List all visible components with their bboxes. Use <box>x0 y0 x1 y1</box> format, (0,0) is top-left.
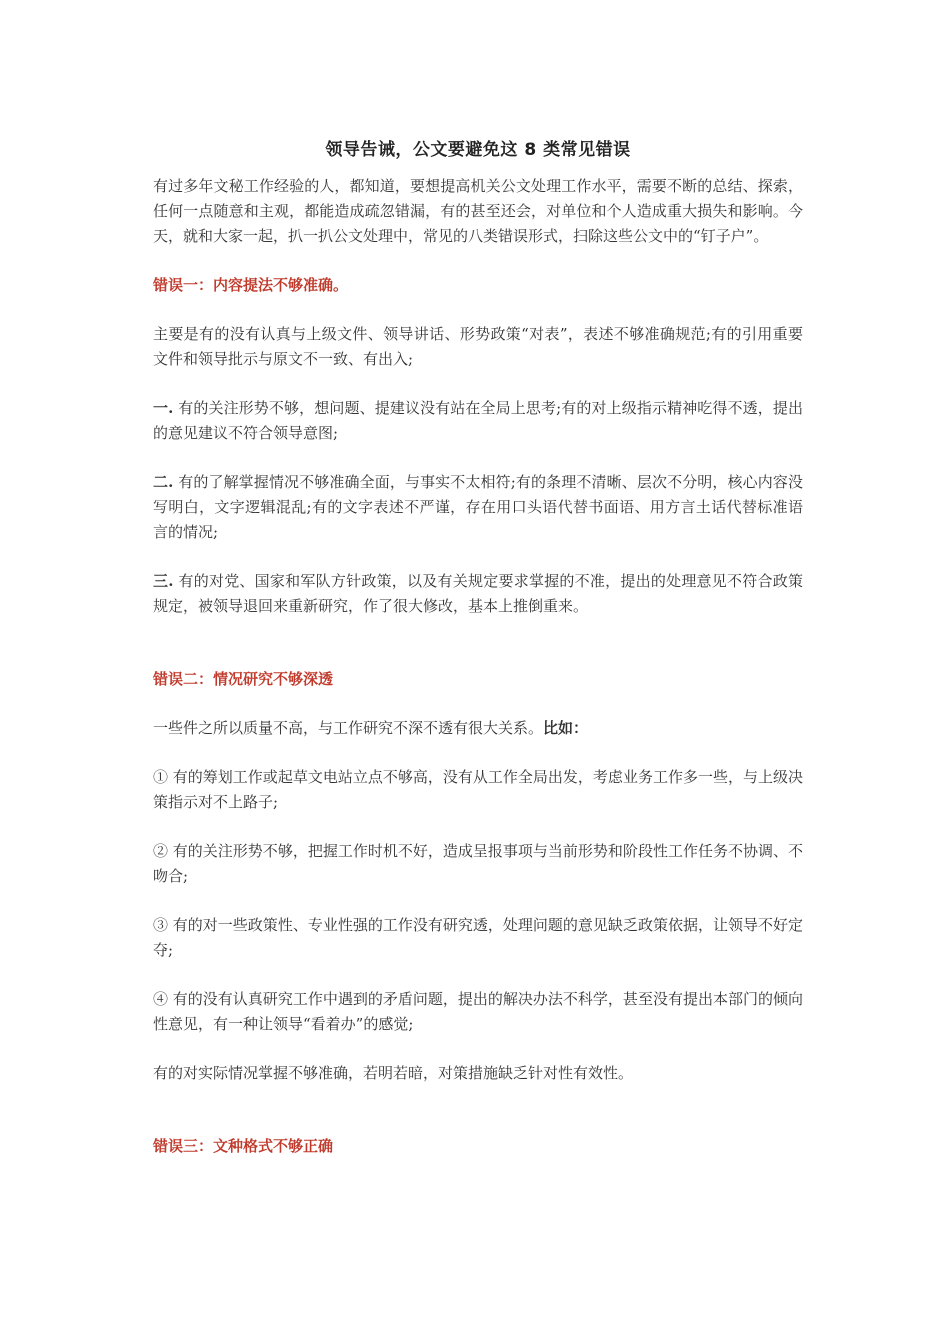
section1-item-3 <box>153 569 803 619</box>
section2-item-2: ② 有的关注形势不够，把握工作时机不好，造成呈报事项与当前形势和阶段性工作任务不协调、不吻合; <box>153 842 803 885</box>
section2-heading: 错误二：情况研究不够深透 <box>153 670 334 688</box>
section2-paragraph <box>153 716 803 741</box>
section2-closing: 有的对实际情况掌握不够准确，若明若暗，对策措施缺乏针对性有效性。 <box>153 1064 634 1082</box>
paragraph-emphasis: 比如： <box>543 719 589 737</box>
item-number: 三. <box>153 572 174 590</box>
item-number: 二. <box>153 473 174 491</box>
section1-paragraph: 主要是有的没有认真与上级文件、领导讲话、形势政策“对表”，表述不够准确规范;有的引用重要文件和领导批示与原文不一致、有出入; <box>153 325 803 368</box>
section2-item-1: ① 有的筹划工作或起草文电站立点不够高，没有从工作全局出发，考虑业务工作多一些，与上级决策指示对不上路子; <box>153 768 803 811</box>
intro-paragraph: 有过多年文秘工作经验的人，都知道，要想提高机关公文处理工作水平，需要不断的总结、探索，任何一点随意和主观，都能造成疏忽错漏，有的甚至还会，对单位和个人造成重大损失和影响。今天，就和大家一起，扒一扒公文处理中，常见的八类错误形式，扫除这些公文中的“钉子户”。 <box>153 177 803 245</box>
article-title: 领导告诫，公文要避免这 8 类常见错误 <box>325 140 631 160</box>
item-text: 有的关注形势不够，想问题、提建议没有站在全局上思考;有的对上级指示精神吃得不透，提出的意见建议不符合领导意图; <box>153 399 803 442</box>
section3-heading: 错误三：文种格式不够正确 <box>153 1137 334 1155</box>
section1-item-1 <box>153 396 803 446</box>
section1-heading: 错误一：内容提法不够准确。 <box>153 276 349 294</box>
item-text: 有的对党、国家和军队方针政策，以及有关规定要求掌握的不准，提出的处理意见不符合政策规定，被领导退回来重新研究，作了很大修改，基本上推倒重来。 <box>153 572 803 615</box>
section1-item-2 <box>153 470 803 545</box>
paragraph-text: 一些件之所以质量不高，与工作研究不深不透有很大关系。 <box>153 719 544 737</box>
item-number: 一. <box>153 399 174 417</box>
article-body <box>153 136 803 1159</box>
section2-item-3: ③ 有的对一些政策性、专业性强的工作没有研究透，处理问题的意见缺乏政策依据，让领导不好定夺; <box>153 916 803 959</box>
item-text: 有的了解掌握情况不够准确全面，与事实不太相符;有的条理不清晰、层次不分明，核心内容没写明白，文字逻辑混乱;有的文字表述不严谨，存在用口头语代替书面语、用方言土话代替标准语言的情况; <box>153 473 803 541</box>
section2-item-4: ④ 有的没有认真研究工作中遇到的矛盾问题，提出的解决办法不科学，甚至没有提出本部门的倾向性意见，有一种让领导“看着办”的感觉; <box>153 990 803 1033</box>
